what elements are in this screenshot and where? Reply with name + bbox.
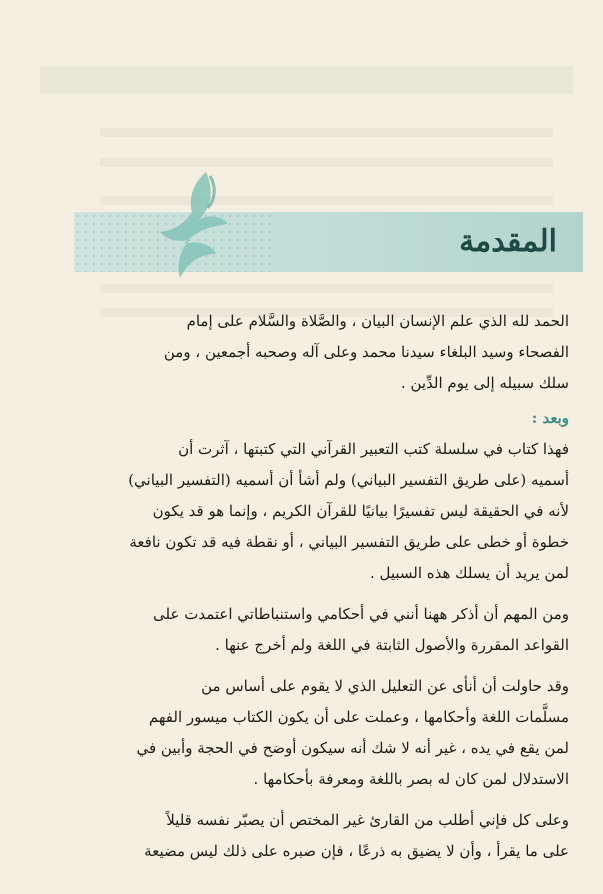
text-line: الحمد لله الذي علم الإنسان البيان ، والصَّلاة والسَّلام على إمام — [186, 312, 569, 330]
text-line: لأنه في الحقيقة ليس تفسيرًا بيانيًا للقرآن الكريم ، وإنما هو قد يكون — [152, 502, 569, 520]
paragraph — [30, 671, 569, 795]
text-line: خطوة أو خطى على طريق التفسير البياني ، أو نقطة فيه قد تكون نافعة — [129, 533, 569, 551]
text-line: فهذا كتاب في سلسلة كتب التعبير القرآني التي كتبتها ، آثرت أن — [178, 440, 569, 458]
text-line: أسميه (على طريق التفسير البياني) ولم أشأ أن أسميه (التفسير البياني) — [128, 471, 569, 489]
main-text — [30, 306, 569, 877]
text-line: القواعد المقررة والأصول الثابتة في اللغة ولم أخرج عنها . — [215, 636, 569, 654]
text-line: وعلى كل فإني أطلب من القارئ غير المختص أن يصبّر نفسه قليلاً — [166, 811, 569, 829]
text-line: سلك سبيله إلى يوم الدِّين . — [400, 374, 569, 392]
text-line: مسلَّمات اللغة وأحكامها ، وعملت على أن يكون الكتاب ميسور الفهم — [148, 708, 569, 726]
bleed-through-line — [100, 158, 553, 167]
text-line: وقد حاولت أن أنأى عن التعليل الذي لا يقوم على أساس من — [201, 677, 569, 695]
paragraph — [30, 599, 569, 661]
text-line: على ما يقرأ ، وأن لا يضيق به ذرعًا ، فإن صبره على ذلك ليس مضيعة — [144, 842, 569, 860]
text-line: الاستدلال لمن كان له بصر باللغة ومعرفة بأحكامها . — [253, 770, 569, 788]
text-line: لمن يقع في يده ، غير أنه لا شك أنه سيكون أوضح في الحجة وأبين في — [136, 739, 569, 757]
section-subheading: وبعد : — [531, 409, 569, 427]
text-line: ومن المهم أن أذكر ههنا أنني في أحكامي واستنباطاتي اعتمدت على — [153, 605, 569, 623]
text-line: لمن يريد أن يسلك هذه السبيل . — [369, 564, 569, 582]
calligraphy-ornament-icon — [150, 168, 242, 286]
bleed-through-bar — [40, 66, 573, 94]
text-line: الفصحاء وسيد البلغاء سيدنا محمد وعلى آله وصحبه أجمعين ، ومن — [163, 343, 569, 361]
chapter-title: المقدمة — [459, 224, 557, 259]
bleed-through-line — [100, 128, 553, 137]
paragraph — [30, 805, 569, 867]
paragraph — [30, 306, 569, 399]
paragraph — [30, 434, 569, 589]
bleed-through-texture — [0, 0, 603, 330]
